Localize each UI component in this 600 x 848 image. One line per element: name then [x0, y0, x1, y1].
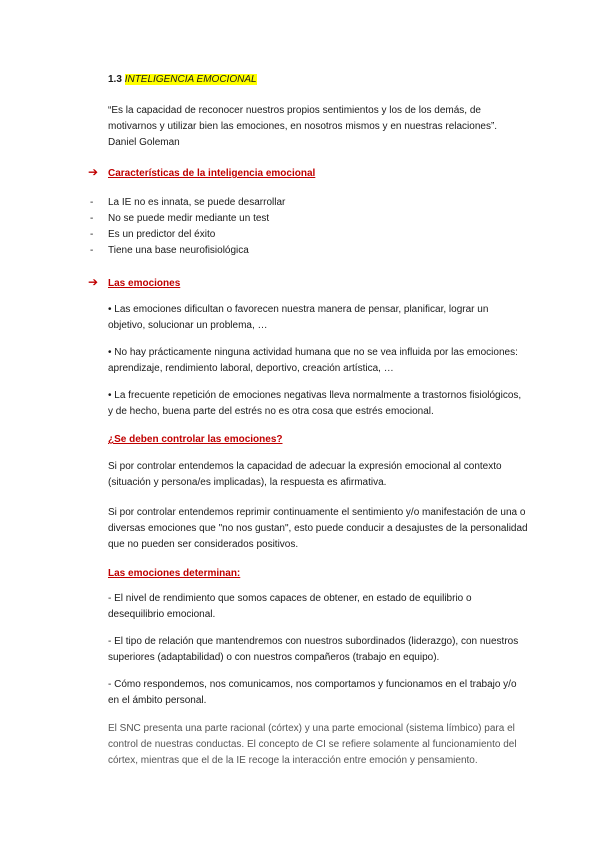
list-item: - Tiene una base neurofisiológica	[90, 245, 249, 256]
section-number: 1.3	[108, 74, 122, 85]
list-item: - Es un predictor del éxito	[90, 229, 216, 240]
arrow-right-icon: ➔	[88, 275, 99, 289]
caracteristicas-heading: Características de la inteligencia emocional	[108, 168, 316, 179]
determinan-paragraph-2: - El tipo de relación que mantendremos con nuestros subordinados (liderazgo), con nuestros superiores (adaptabilidad) o con nuestros compañeros (trabajo en equipo).	[108, 636, 519, 663]
emociones-paragraph-2: • No hay prácticamente ninguna actividad humana que no se vea influida por las emociones: aprendizaje, rendimiento laboral, deportivo, creación artística, …	[108, 347, 518, 374]
caracteristicas-list	[90, 195, 285, 259]
list-item: - No se puede medir mediante un test	[90, 213, 270, 224]
section-title: INTELIGENCIA EMOCIONAL	[124, 74, 257, 85]
determinan-paragraph-3: - Cómo respondemos, nos comunicamos, nos comportamos y funcionamos en el trabajo y/o en el ámbito personal.	[108, 679, 517, 706]
section-heading	[108, 72, 257, 87]
closing-paragraph: El SNC presenta una parte racional (córtex) y una parte emocional (sistema límbico) para el control de nuestras conductas. El concepto de CI se refiere solamente al funcionamiento del córtex, mientras que el de la IE recoge la interacción entre emoción y pensamiento.	[108, 723, 517, 766]
controlar-paragraph-1: Si por controlar entendemos la capacidad de adecuar la expresión emocional al contexto (situación y persona/es implicadas), la respuesta es afirmativa.	[108, 461, 502, 488]
quote-author: Daniel Goleman	[108, 137, 180, 148]
emociones-heading: Las emociones	[108, 278, 181, 289]
emociones-paragraph-1: • Las emociones dificultan o favorecen nuestra manera de pensar, planificar, lograr un objetivo, solucionar un problema, …	[108, 304, 489, 331]
controlar-heading: ¿Se deben controlar las emociones?	[108, 434, 283, 445]
emociones-paragraph-3: • La frecuente repetición de emociones negativas lleva normalmente a trastornos fisiológicos, y de hecho, buena parte del estrés no es otra cosa que estrés emocional.	[108, 390, 522, 417]
determinan-heading: Las emociones determinan:	[108, 568, 241, 579]
list-item: - La IE no es innata, se puede desarrollar	[90, 197, 286, 208]
controlar-paragraph-2: Si por controlar entendemos reprimir continuamente el sentimiento y/o manifestación de una o diversas emociones que "no nos gustan", esto puede conducir a desajustes de la personalidad que no pueden ser considerados positivos.	[108, 507, 528, 550]
quote-text: “Es la capacidad de reconocer nuestros propios sentimientos y los de los demás, de motivarnos y utilizar bien las emociones, en nosotros mismos y en nuestras relaciones”.	[108, 105, 498, 132]
arrow-right-icon: ➔	[88, 165, 99, 179]
determinan-paragraph-1: - El nivel de rendimiento que somos capaces de obtener, en estado de equilibrio o desequilibrio emocional.	[108, 593, 472, 620]
